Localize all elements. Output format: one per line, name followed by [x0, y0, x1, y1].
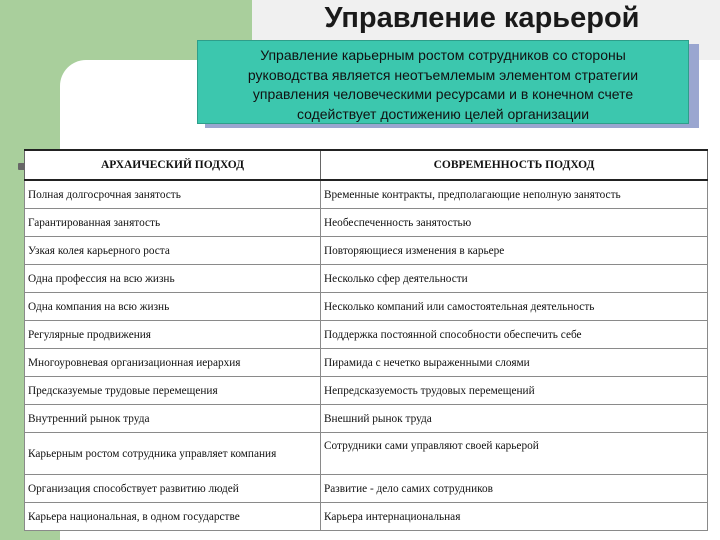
archaic-cell: Карьера национальная, в одном государстве [25, 503, 321, 531]
intro-line: управления человеческими ресурсами и в конечном счете [252, 86, 634, 102]
intro-line: руководства является неотъемлемым элементом стратегии [247, 66, 639, 83]
archaic-cell: Внутренний рынок труда [25, 405, 321, 433]
archaic-cell: Одна компания на всю жизнь [25, 293, 321, 321]
table-row [25, 237, 708, 265]
archaic-cell: Карьерным ростом сотрудника управляет компания [25, 433, 321, 475]
table-row [25, 293, 708, 321]
modern-cell: Повторяющиеся изменения в карьере [321, 237, 708, 265]
archaic-cell: Гарантированная занятость [25, 209, 321, 237]
table-row [25, 405, 708, 433]
archaic-cell: Многоуровневая организационная иерархия [25, 349, 321, 377]
table-row [25, 377, 708, 405]
modern-cell: Несколько сфер деятельности [321, 265, 708, 293]
table-row [25, 433, 708, 475]
modern-cell: Карьера интернациональная [321, 503, 708, 531]
modern-cell: Пирамида с нечетко выраженными слоями [321, 349, 708, 377]
slide-title: Управление карьерой [324, 2, 640, 34]
modern-cell: Временные контракты, предполагающие неполную занятость [321, 180, 708, 209]
table-header-row [25, 150, 708, 180]
archaic-cell: Полная долгосрочная занятость [25, 180, 321, 209]
table-row [25, 265, 708, 293]
archaic-cell: Узкая колея карьерного роста [25, 237, 321, 265]
table-row [25, 503, 708, 531]
header-modern-approach: СОВРЕМЕННОСТЬ ПОДХОД [321, 150, 708, 180]
table-row [25, 321, 708, 349]
comparison-table [24, 149, 708, 531]
archaic-cell: Одна профессия на всю жизнь [25, 265, 321, 293]
intro-line: Управление карьерным ростом сотрудников со стороны [260, 47, 626, 63]
modern-cell: Поддержка постоянной способности обеспечить себе [321, 321, 708, 349]
intro-line: содействует достижению целей организации [296, 105, 590, 122]
archaic-cell: Организация способствует развитию людей [25, 475, 321, 503]
modern-cell: Непредсказуемость трудовых перемещений [321, 377, 708, 405]
modern-cell: Несколько компаний или самостоятельная деятельность [321, 293, 708, 321]
table-row [25, 475, 708, 503]
table-row [25, 349, 708, 377]
modern-cell: Развитие - дело самих сотрудников [321, 475, 708, 503]
archaic-cell: Предсказуемые трудовые перемещения [25, 377, 321, 405]
intro-box [197, 40, 689, 124]
modern-cell: Сотрудники сами управляют своей карьерой [321, 433, 708, 475]
header-archaic-approach: АРХАИЧЕСКИЙ ПОДХОД [25, 150, 321, 180]
table-row [25, 209, 708, 237]
archaic-cell: Регулярные продвижения [25, 321, 321, 349]
modern-cell: Необеспеченность занятостью [321, 209, 708, 237]
modern-cell: Внешний рынок труда [321, 405, 708, 433]
table-row [25, 180, 708, 209]
